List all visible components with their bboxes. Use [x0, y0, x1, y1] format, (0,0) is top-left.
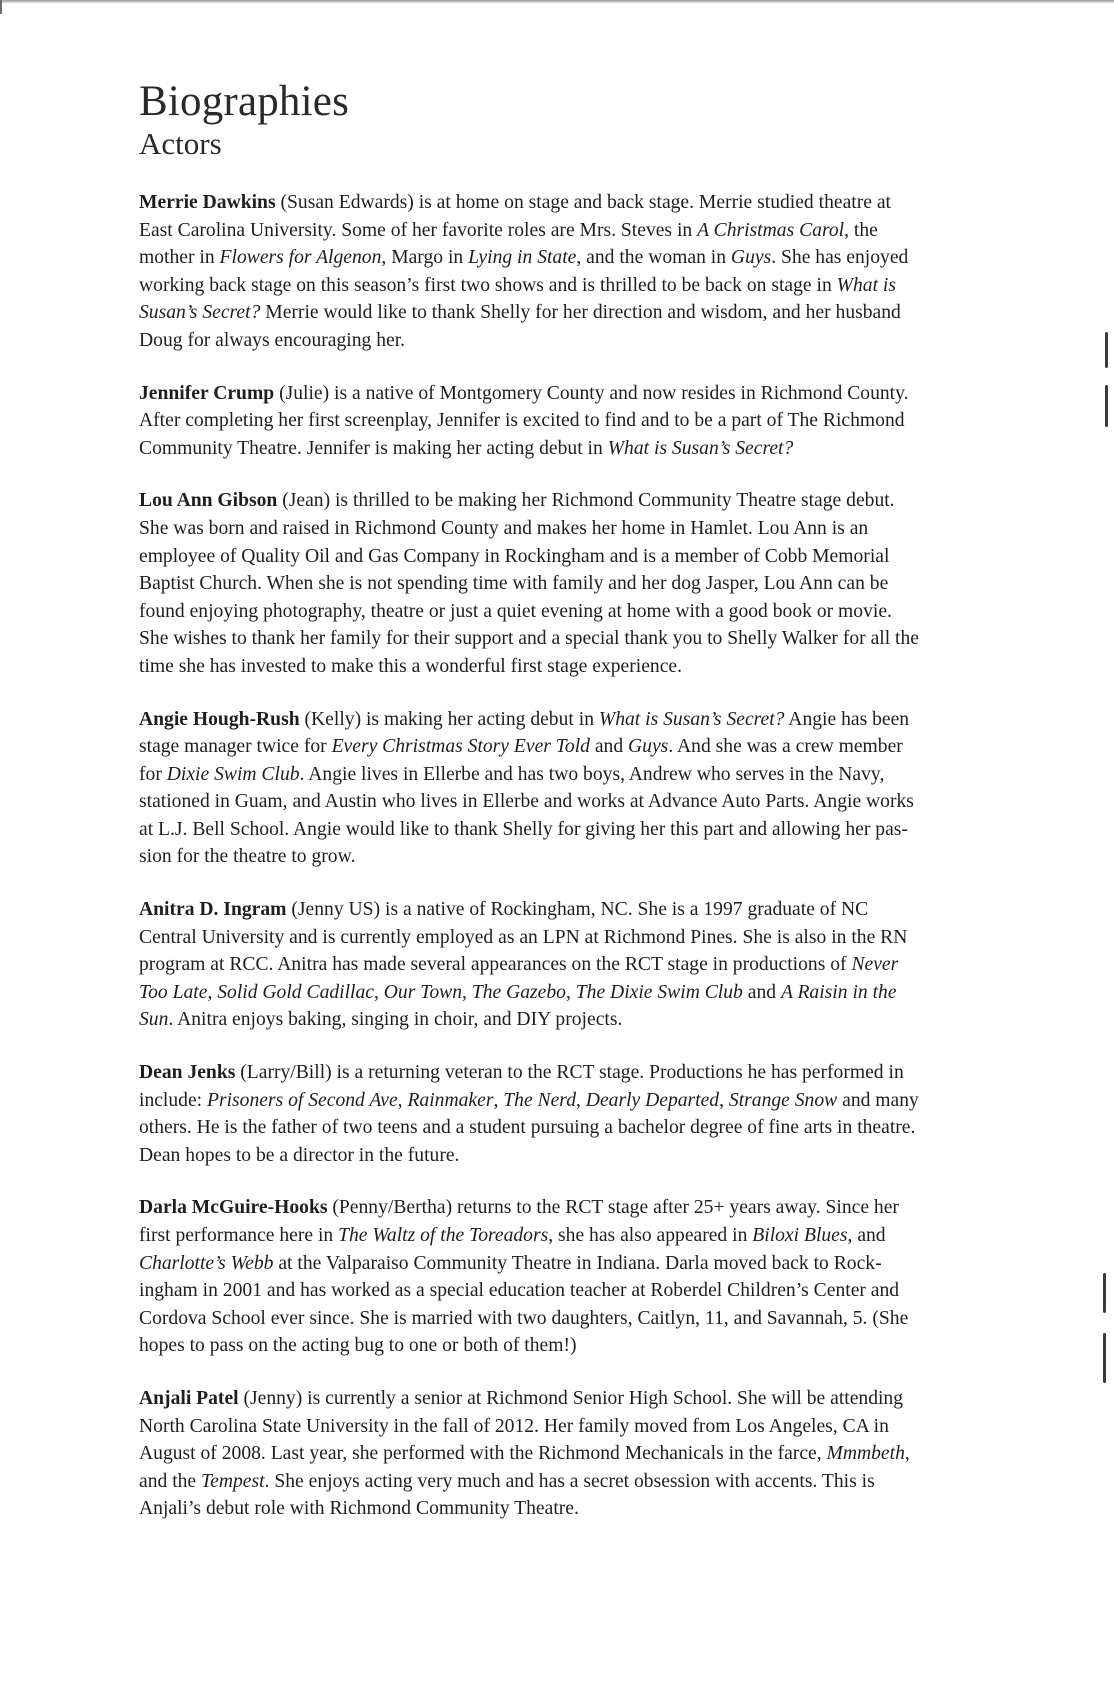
production-title: What is Susan’s Secret? — [607, 437, 794, 459]
bio-text: North Carolina State University in the fall of 2012. Her family moved from Los Angeles, CA in — [139, 1415, 889, 1437]
bio-text: Doug for always encouraging her. — [139, 329, 406, 351]
bio-text: (Larry/Bill) is a returning veteran to the RCT stage. Productions he has performed in — [235, 1062, 904, 1084]
scan-edge-left — [0, 0, 2, 14]
bio-text: stage manager twice for — [139, 736, 332, 758]
production-title: Strange Snow — [728, 1089, 838, 1111]
actor-name: Darla McGuire-Hooks — [139, 1197, 328, 1219]
section-subtitle: Actors — [139, 126, 222, 161]
production-title: Solid Gold Cadillac — [217, 981, 374, 1003]
bio-text: , Margo in — [381, 247, 469, 269]
production-title: What is — [836, 274, 896, 296]
bio-text: working back stage on this season’s first two shows and is thrilled to be back on stage in — [139, 274, 837, 296]
production-title: Never — [851, 954, 899, 976]
bio-text: Dean hopes to be a director in the future. — [139, 1144, 460, 1166]
production-title: Guys — [628, 736, 669, 758]
production-title: A Raisin in the — [780, 981, 897, 1003]
bio-text: include: — [139, 1089, 208, 1111]
production-title: Our Town — [383, 981, 463, 1003]
bio-text: Baptist Church. When she is not spending time with family and her dog Jasper, Lou Ann can be — [139, 573, 889, 595]
bio-text: . She has enjoyed — [771, 247, 909, 269]
bio-text: and the — [139, 1470, 202, 1492]
production-title: The Gazebo — [471, 981, 566, 1003]
bio-text: and many — [837, 1089, 919, 1111]
bio-merrie-dawkins — [139, 189, 1099, 355]
actor-name: Anjali Patel — [139, 1387, 239, 1409]
bio-angie-hough-rush — [139, 706, 1099, 872]
bio-text: program at RCC. Anitra has made several appearances on the RCT stage in productions of — [139, 954, 852, 976]
bio-text: others. He is the father of two teens and a student pursuing a bachelor degree of fine arts in theatre. — [139, 1117, 916, 1139]
bio-text: (Kelly) is making her acting debut in — [299, 708, 599, 730]
production-title: Lying in State — [468, 247, 577, 269]
bio-text: , and — [847, 1225, 886, 1246]
bio-text: (Jean) is thrilled to be making her Richmond Community Theatre stage debut. — [277, 490, 895, 512]
bio-text: for — [139, 763, 167, 785]
production-title: Mmmbeth — [826, 1443, 905, 1465]
bio-text: first performance here in — [139, 1225, 339, 1246]
bio-darla-mcguire-hooks — [139, 1194, 1099, 1360]
page-title: Biographies — [139, 78, 349, 125]
actor-name: Dean Jenks — [139, 1062, 236, 1084]
bio-text: , — [493, 1089, 504, 1111]
bio-text: (Susan Edwards) is at home on stage and back stage. Merrie studied theatre at — [275, 192, 891, 213]
production-title: Dixie Swim Club — [166, 763, 300, 785]
production-title: The Nerd — [503, 1089, 576, 1111]
bio-text: , — [207, 981, 218, 1003]
bio-text: (Penny/Bertha) returns to the RCT stage after 25+ years away. Since her — [327, 1197, 899, 1219]
production-title: Charlotte’s Webb — [139, 1252, 274, 1274]
actor-name: Merrie Dawkins — [139, 192, 276, 213]
bio-text: , — [373, 981, 384, 1003]
bio-jennifer-crump — [139, 380, 1099, 463]
bio-dean-jenks — [139, 1059, 1099, 1169]
actor-name: Anitra D. Ingram — [139, 899, 287, 921]
bio-text: Cordova School ever since. She is married with two daughters, Caitlyn, 11, and Savannah, 5. (She — [139, 1307, 909, 1329]
production-title: The Dixie Swim Club — [575, 981, 743, 1003]
bio-text: at L.J. Bell School. Angie would like to thank Shelly for giving her this part and allowing her pas- — [139, 818, 908, 840]
production-title: Susan’s Secret? — [139, 302, 261, 324]
production-title: Flowers for Algenon — [219, 247, 382, 269]
production-title: Prisoners of Second Ave — [207, 1089, 398, 1111]
bio-text: sion for the theatre to grow. — [139, 846, 356, 868]
bio-text: After completing her first screenplay, Jennifer is excited to find and to be a part of The Richmond — [139, 410, 905, 432]
bio-text: . Angie lives in Ellerbe and has two boys, Andrew who serves in the Navy, — [299, 763, 885, 785]
scan-mark — [1103, 1333, 1106, 1383]
bio-text: at the Valparaiso Community Theatre in Indiana. Darla moved back to Rock- — [273, 1252, 882, 1274]
bio-text: Central University and is currently employed as an LPN at Richmond Pines. She is also in the RN — [139, 926, 908, 948]
bio-text: , — [904, 1443, 910, 1465]
bio-anjali-patel — [139, 1385, 1099, 1523]
bio-text: , the — [844, 219, 878, 241]
production-title: Every Christmas Story Ever Told — [331, 736, 590, 758]
production-title: Rainmaker — [407, 1089, 494, 1111]
production-title: Dearly Departed — [585, 1089, 720, 1111]
bio-text: , — [462, 981, 472, 1003]
biography-list — [139, 189, 1099, 1523]
scan-mark — [1103, 1273, 1106, 1313]
actor-name: Angie Hough-Rush — [139, 708, 300, 730]
bio-text: , — [576, 1089, 586, 1111]
bio-text: found enjoying photography, theatre or just a quiet evening at home with a good book or movie. — [139, 600, 892, 622]
bio-text: Community Theatre. Jennifer is making her acting debut in — [139, 437, 608, 459]
production-title: The Waltz of the Toreadors — [338, 1225, 549, 1246]
scan-edge-top — [0, 0, 1114, 3]
bio-text: , — [719, 1089, 729, 1111]
actor-name: Jennifer Crump — [139, 382, 275, 404]
bio-anitra-ingram — [139, 896, 1099, 1034]
actor-name: Lou Ann Gibson — [139, 490, 278, 512]
bio-text: (Jenny) is currently a senior at Richmond Senior High School. She will be attending — [238, 1387, 904, 1409]
production-title: Sun — [139, 1009, 169, 1031]
bio-text: Anjali’s debut role with Richmond Community Theatre. — [139, 1498, 579, 1520]
bio-text: employee of Quality Oil and Gas Company in Rockingham and is a member of Cobb Memorial — [139, 545, 890, 567]
bio-text: She was born and raised in Richmond County and makes her home in Hamlet. Lou Ann is an — [139, 517, 869, 539]
bio-text: hopes to pass on the acting bug to one or both of them!) — [139, 1335, 577, 1357]
bio-text: , — [565, 981, 576, 1003]
bio-text: ingham in 2001 and has worked as a special education teacher at Roberdel Children’s Center and — [139, 1280, 900, 1302]
bio-text: August of 2008. Last year, she performed with the Richmond Mechanicals in the farce, — [139, 1443, 827, 1465]
bio-text: East Carolina University. Some of her favorite roles are Mrs. Steves in — [139, 219, 698, 241]
bio-text: stationed in Guam, and Austin who lives in Ellerbe and works at Advance Auto Parts. Angie works — [139, 791, 914, 813]
bio-text: (Jenny US) is a native of Rockingham, NC. She is a 1997 graduate of NC — [286, 899, 869, 921]
bio-text: Angie has been — [784, 708, 910, 730]
production-title: Too Late — [139, 981, 208, 1003]
bio-text: . She enjoys acting very much and has a secret obsession with accents. This is — [264, 1470, 875, 1492]
bio-text: Merrie would like to thank Shelly for her direction and wisdom, and her husband — [260, 302, 901, 324]
bio-text: (Julie) is a native of Montgomery County and now resides in Richmond County. — [274, 382, 909, 404]
production-title: What is Susan’s Secret? — [598, 708, 785, 730]
bio-text: and — [742, 981, 781, 1003]
production-title: Guys — [730, 247, 772, 269]
bio-text: , she has also appeared in — [548, 1225, 753, 1246]
bio-text: . Anitra enjoys baking, singing in choir, and DIY projects. — [168, 1009, 623, 1031]
bio-text: and — [589, 736, 629, 758]
scan-mark — [1105, 332, 1108, 368]
scan-mark — [1105, 385, 1108, 427]
bio-text: , — [397, 1089, 408, 1111]
document-page — [139, 78, 1099, 1548]
bio-text: She wishes to thank her family for their support and a special thank you to Shelly Walker for all the — [139, 628, 919, 650]
production-title: Biloxi Blues — [752, 1225, 848, 1246]
bio-text: . And she was a crew member — [668, 736, 903, 758]
production-title: A Christmas Carol — [697, 219, 845, 241]
bio-text: , and the woman in — [576, 247, 731, 269]
bio-text: mother in — [139, 247, 220, 269]
production-title: Tempest — [201, 1470, 265, 1492]
bio-lou-ann-gibson — [139, 487, 1099, 680]
bio-text: time she has invested to make this a wonderful first stage experience. — [139, 655, 683, 677]
